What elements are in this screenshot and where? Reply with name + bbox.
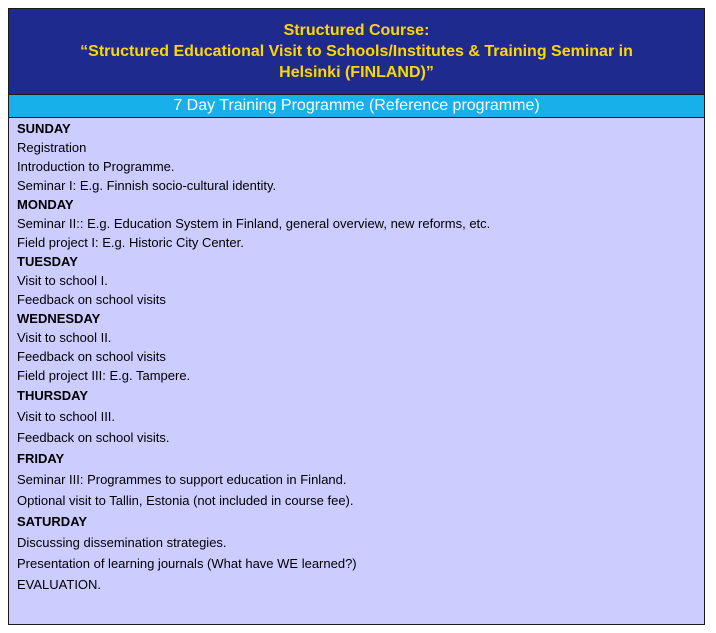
schedule-item: Introduction to Programme. — [17, 159, 175, 174]
day-title: FRIDAY — [17, 451, 65, 466]
day-title: MONDAY — [17, 197, 74, 212]
day-block-thursday — [17, 385, 704, 448]
day-title: TUESDAY — [17, 254, 78, 269]
schedule-item: Seminar III: Programmes to support education in Finland. — [17, 472, 347, 487]
schedule-item: Visit to school III. — [17, 409, 116, 424]
schedule-item: Visit to school I. — [17, 273, 108, 288]
schedule-item: Presentation of learning journals (What have WE learned?) — [17, 556, 357, 571]
course-title-line-2: “Structured Educational Visit to Schools/Institutes & Training Seminar in — [80, 43, 633, 60]
schedule-item: Discussing dissemination strategies. — [17, 535, 227, 550]
schedule-item: Seminar I: E.g. Finnish socio-cultural identity. — [17, 178, 277, 193]
course-title-banner — [9, 9, 704, 94]
day-block-saturday — [17, 511, 704, 595]
schedule-item: Feedback on school visits. — [17, 430, 170, 445]
programme-table — [8, 8, 705, 625]
day-title: WEDNESDAY — [17, 311, 101, 326]
schedule-item: Optional visit to Tallin, Estonia (not included in course fee). — [17, 493, 354, 508]
schedule-item: Registration — [17, 140, 87, 155]
schedule-item: Seminar II:: E.g. Education System in Finland, general overview, new reforms, etc. — [17, 216, 491, 231]
day-block-sunday — [17, 119, 704, 195]
course-title-line-1: Structured Course: — [283, 22, 430, 39]
schedule-item: EVALUATION. — [17, 577, 102, 592]
day-block-tuesday — [17, 252, 704, 309]
day-title: SUNDAY — [17, 121, 71, 136]
day-block-monday — [17, 195, 704, 252]
day-block-friday — [17, 448, 704, 511]
programme-schedule — [9, 118, 704, 595]
day-title: THURSDAY — [17, 388, 89, 403]
schedule-item: Field project III: E.g. Tampere. — [17, 368, 191, 383]
course-title-line-3: Helsinki (FINLAND)” — [279, 64, 434, 81]
schedule-item: Field project I: E.g. Historic City Center. — [17, 235, 244, 250]
schedule-item: Visit to school II. — [17, 330, 112, 345]
day-block-wednesday — [17, 309, 704, 385]
schedule-item: Feedback on school visits — [17, 292, 166, 307]
programme-subtitle: 7 Day Training Programme (Reference programme) — [9, 94, 704, 118]
schedule-item: Feedback on school visits — [17, 349, 166, 364]
day-title: SATURDAY — [17, 514, 88, 529]
